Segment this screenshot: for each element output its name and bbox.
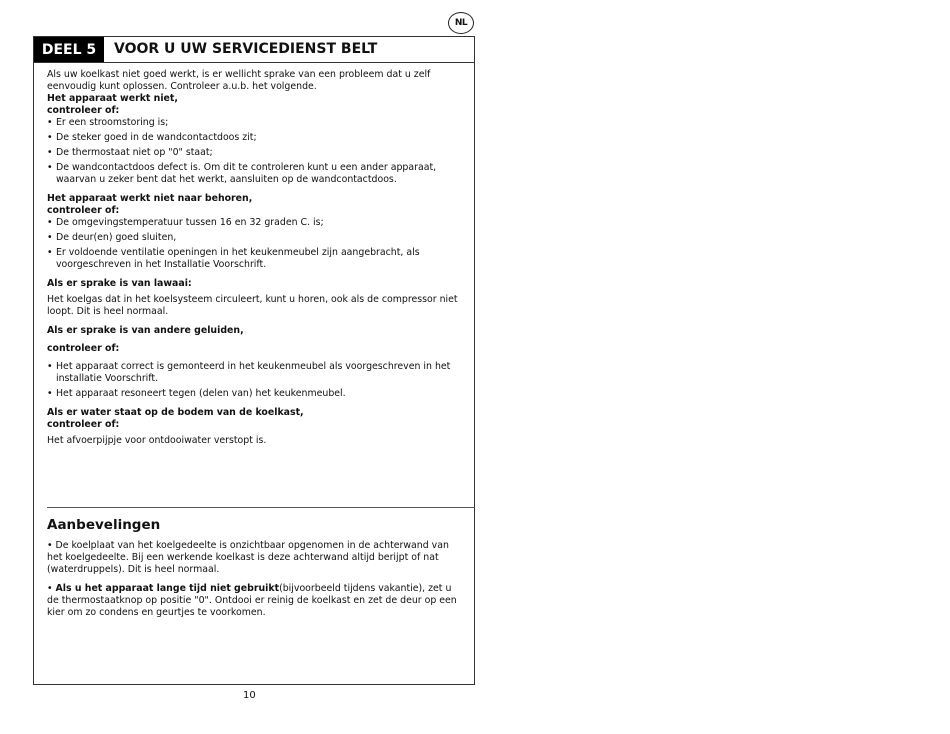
section-not-working-properly [47, 193, 465, 271]
recommendation-text: (bijvoorbeeld tijdens vakantie), zet u de thermostaatknop op positie "0". Ontdooi er reinig de koelkast en zet de deur op een kier om zo condens en geurtjes te voorkomen. [47, 583, 457, 618]
recommendation-emphasis: Als u het apparaat lange tijd niet gebruikt [55, 583, 280, 594]
section-heading: Als er water staat op de bodem van de koelkast, [47, 407, 304, 418]
divider [47, 507, 475, 508]
section-text: Het afvoerpijpje voor ontdooiwater verstopt is. [47, 435, 267, 446]
list-item: • Er voldoende ventilatie openingen in het keukenmeubel zijn aangebracht, als voorgeschreven in het Installatie Voorschrift. [47, 247, 465, 271]
section-other-sounds [47, 325, 465, 400]
section-title: VOOR U UW SERVICEDIENST BELT [114, 41, 378, 57]
language-badge: NL [448, 12, 474, 34]
bullet: • [47, 583, 56, 594]
section-heading: Als er sprake is van lawaai: [47, 278, 192, 289]
recommendation-item [47, 540, 465, 576]
section-heading: Het apparaat werkt niet, [47, 93, 178, 104]
section-tag: DEEL 5 [34, 37, 104, 62]
troubleshooting-content [47, 69, 465, 454]
section-subheading: controleer of: [47, 205, 120, 216]
section-subheading: controleer of: [47, 105, 120, 116]
list-item: • De thermostaat niet op "0" staat; [47, 147, 465, 159]
check-list [47, 117, 465, 186]
section-water [47, 407, 465, 447]
list-item: • Er een stroomstoring is; [47, 117, 465, 129]
recommendations-title: Aanbevelingen [47, 517, 161, 533]
section-text: Het koelgas dat in het koelsysteem circuleert, kunt u horen, ook als de compressor niet loopt. Dit is heel normaal. [47, 294, 458, 317]
section-noise [47, 278, 465, 318]
check-list [47, 217, 465, 271]
section-header [34, 37, 474, 63]
section-heading: Het apparaat werkt niet naar behoren, [47, 193, 253, 204]
page-number: 10 [243, 690, 256, 701]
intro-paragraph: Als uw koelkast niet goed werkt, is er wellicht sprake van een probleem dat u zelf eenvoudig kunt oplossen. Controleer a.u.b. het volgende. [47, 69, 431, 92]
recommendations-content [47, 540, 465, 626]
section-not-working [47, 93, 465, 186]
bullet: • [47, 540, 56, 551]
section-subheading: controleer of: [47, 343, 120, 354]
list-item: • Het apparaat resoneert tegen (delen van) het keukenmeubel. [47, 388, 465, 400]
section-heading: Als er sprake is van andere geluiden, [47, 325, 244, 336]
list-item: • De wandcontactdoos defect is. Om dit te controleren kunt u een ander apparaat, waarvan u zeker bent dat het werkt, aansluiten op de wandcontactdoos. [47, 162, 465, 186]
list-item: • De steker goed in de wandcontactdoos zit; [47, 132, 465, 144]
recommendation-item [47, 583, 465, 619]
section-frame [33, 36, 475, 685]
section-subheading: controleer of: [47, 419, 120, 430]
recommendation-text: De koelplaat van het koelgedeelte is onzichtbaar opgenomen in de achterwand van het koelgedeelte. Bij een werkende koelkast is deze achterwand altijd berijpt of nat (waterdruppels). Dit is heel normaal. [47, 540, 449, 575]
list-item: • Het apparaat correct is gemonteerd in het keukenmeubel als voorgeschreven in het installatie Voorschrift. [47, 361, 465, 385]
list-item: • De deur(en) goed sluiten, [47, 232, 465, 244]
check-list [47, 361, 465, 400]
list-item: • De omgevingstemperatuur tussen 16 en 32 graden C. is; [47, 217, 465, 229]
